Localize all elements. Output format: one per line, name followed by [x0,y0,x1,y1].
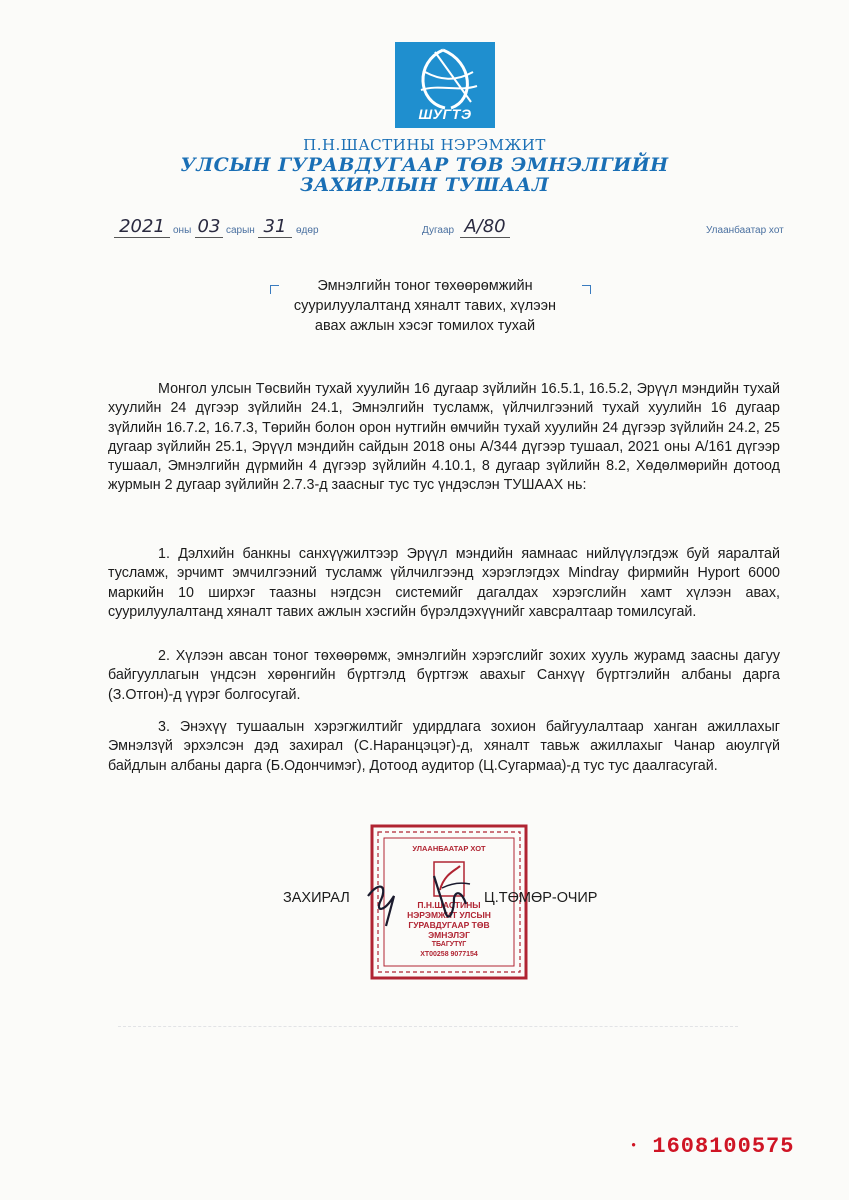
stamp-line-3: ГУРАВДУГААР ТӨВ [408,920,490,930]
date-month-suffix: сарын [226,225,255,236]
order-number: А/80 [460,216,510,238]
date-month-field [195,216,223,238]
subject-line-3: авах ажлын хэсэг томилох тухай [314,318,536,334]
date-day-suffix: өдөр [296,225,319,236]
date-month: 03 [195,216,223,238]
order-item-1-text: 1. Дэлхийн банкны санхүүжилтээр Эрүүл мэндийн яамнаас нийлүүлэгдэж буй яаралтай тусламж, эрчимт эмчилгээний тусламж үйлчилгээнд хэрэглэгдэх Mindray фирмийн Hyport 6000 маркийн 10 ширхэг таазны нэгдсэн системийг дагалдах хэрэгслийн хамт хүлээн авах, суурилуулалтанд хяналт тавих ажлын хэсгийн бүрэлдэхүүнийг хавсралтаар томилсугай. [108,546,780,620]
serial-number-text: 1608100575 [652,1134,795,1159]
order-item-3-text: 3. Энэхүү тушаалын хэрэгжилтийг удирдлага зохион байгуулалтаар ханган ажиллахыг Эмнэлзүй эрхэлсэн дэд захирал (С.Наранцэцэг)-д, хяналт тавьж ажиллахыг Чанар аюулгүй байдлын албаны дарга (Б.Одончимэг), Дотоод аудитор (Ц.Сугармаа)-д тус тус даалгасугай. [108,719,780,774]
header-line-3: ЗАХИРЛЫН ТУШААЛ [299,174,550,196]
director-signature-icon [350,866,490,936]
stamp-line-1: П.Н.ШАСТИНЫ [417,900,481,910]
number-label: Дугаар [422,225,455,236]
date-day-field [258,216,292,238]
date-year: 2021 [114,216,170,238]
subject-line-2: суурилуулалтанд хяналт тавих, хүлээн [293,298,557,314]
logo-text: ШУГТЭ [418,106,472,122]
order-item-2 [108,647,780,705]
stamp-top: УЛААНБААТАР ХОТ [412,844,486,853]
hospital-logo [395,42,495,128]
intro-paragraph [108,380,780,496]
city-label: Улаанбаатар хот [706,225,784,236]
order-item-1 [108,545,780,622]
stamp-line-2: НЭРЭМЖИТ УЛСЫН [407,910,491,920]
subject-line-1: Эмнэлгийн тоног төхөөрөмжийн [317,278,533,294]
order-item-2-text: 2. Хүлээн авсан тоног төхөөрөмж, эмнэлгийн хэрэгслийг зохих хууль журамд заасны дагуу байгууллагын үндсэн хөрөнгийн бүртгэлд бүртгэж авахыг Санхүү бүртгэлийн албаны дарга (З.Отгон)-д үүрэг болгосугай. [108,648,780,703]
bleed-through-shadow [118,1026,738,1067]
serial-dot-icon: • [630,1139,639,1154]
date-year-suffix: оны [173,225,192,236]
director-name: Ц.ТӨМӨР-ОЧИР [484,890,598,906]
order-number-field [460,216,510,238]
serial-number [630,1134,794,1159]
director-title: ЗАХИРАЛ [283,890,350,906]
date-year-field [114,216,174,238]
stamp-reg: ХТ00258 9077154 [420,951,478,958]
order-item-3 [108,718,780,776]
order-subject [240,276,610,336]
stamp-line-5: ТБАГУТҮГ [431,941,467,948]
header-line-2: УЛСЫН ГУРАВДУГААР ТӨВ ЭМНЭЛГИЙН [180,154,669,176]
stamp-line-4: ЭМНЭЛЭГ [428,930,470,940]
intro-text: Монгол улсын Төсвийн тухай хуулийн 16 дугаар зүйлийн 16.5.1, 16.5.2, Эрүүл мэндийн тухай хуулийн 24 дүгээр зүйлийн 24.1, Эмнэлгийн тусламж, үйлчилгээний тухай хуулийн 16 дугаар зүйлийн 16.7.2, 16.7.3, Төрийн болон орон нутгийн өмчийн тухай хуулийн 24 дүгээр зүйлийн 24.2, 25 дугаар зүйлийн 25.1, Эрүүл мэндийн сайдын 2018 оны А/344 дүгээр тушаал, 2021 оны А/161 дүгээр тушаал, Эмнэлгийн дүрмийн 4 дүгээр зүйлийн 4.10.1, 8 дугаар зүйлийн 8.2, Хөдөлмөрийн дотоод журмын 2 дугаар зүйлийн 2.7.3-д заасныг тус тус үндэслэн ТУШААХ нь: [108,381,780,494]
header-line-1: П.Н.ШАСТИНЫ НЭРЭМЖИТ [303,136,546,154]
date-day: 31 [258,216,292,238]
